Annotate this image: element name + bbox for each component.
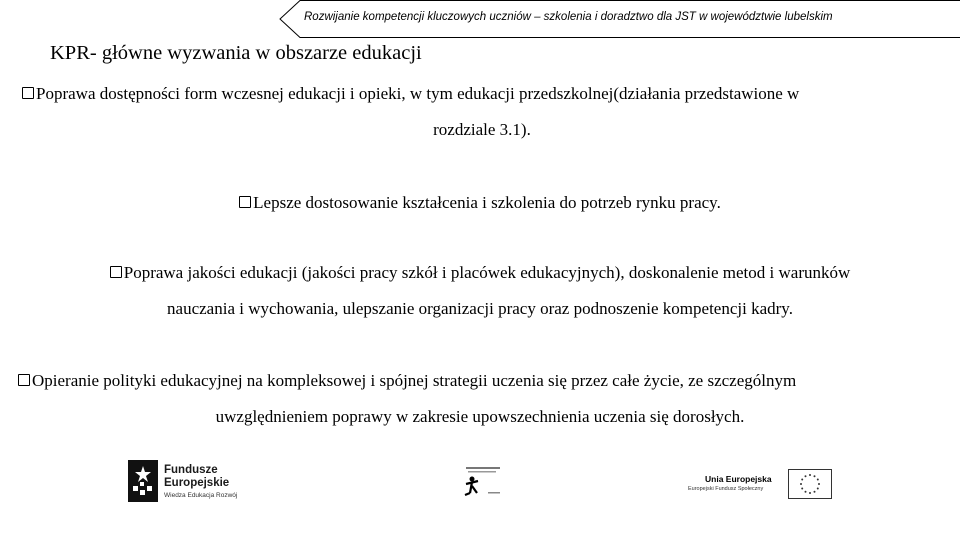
fe-star-mark-icon: [128, 460, 158, 502]
eu-star-icon: [805, 475, 807, 477]
bullet-4-line-1: [18, 363, 942, 399]
bullet-item-3: [30, 255, 930, 327]
eu-star-icon: [814, 491, 816, 493]
bullet-1-text-1: Poprawa dostępności form wczesnej edukacji i opieki, w tym edukacji przedszkolnej(działania przedstawione w: [36, 84, 800, 103]
eu-star-icon: [801, 488, 803, 490]
unia-europejska-logo: [688, 468, 834, 500]
eu-star-icon: [805, 491, 807, 493]
partner-figure-icon: [460, 464, 510, 498]
partner-logo: [460, 464, 510, 498]
slide-title: KPR- główne wyzwania w obszarze edukacji: [50, 42, 422, 64]
eu-star-icon: [809, 474, 811, 476]
checkbox-bullet-icon: [18, 374, 30, 386]
bullet-2-line-1: [0, 185, 960, 221]
banner-text: Rozwijanie kompetencji kluczowych uczniów – szkolenia i doradztwo dla JST w województwie lubelskim: [304, 11, 833, 23]
eu-star-icon: [818, 483, 820, 485]
eu-star-icon: [814, 475, 816, 477]
checkbox-bullet-icon: [22, 87, 34, 99]
checkbox-bullet-icon: [110, 266, 122, 278]
bullet-4-line-2: uwzględnieniem poprawy w zakresie upowszechnienia uczenia się dorosłych.: [215, 407, 745, 426]
bullet-3-line-1: [30, 255, 930, 291]
bullet-1-line-1: [22, 76, 942, 112]
eu-star-icon: [809, 492, 811, 494]
ue-logo-line-1: Unia Europejska: [705, 474, 772, 484]
eu-star-icon: [801, 479, 803, 481]
bullet-1-line-2: rozdziale 3.1).: [433, 120, 531, 139]
eu-star-icon: [817, 479, 819, 481]
bullet-4-text-1: Opieranie polityki edukacyjnej na kompleksowej i spójnej strategii uczenia się przez całe życie, ze szczególnym: [32, 371, 797, 390]
fe-logo-line-2: Europejskie: [164, 477, 230, 489]
bullet-item-1: [22, 76, 942, 148]
fundusze-europejskie-logo: [128, 460, 268, 504]
ue-logo-line-2: Europejski Fundusz Społeczny: [688, 486, 764, 492]
bullet-2-text-1: Lepsze dostosowanie kształcenia i szkolenia do potrzeb rynku pracy.: [253, 193, 721, 212]
bullet-3-text-1: Poprawa jakości edukacji (jakości pracy szkół i placówek edukacyjnych), doskonalenie metod i warunków: [123, 263, 851, 282]
fe-logo-line-3: Wiedza Edukacja Rozwój: [164, 492, 238, 499]
bullet-item-4: [18, 363, 942, 435]
bullet-3-line-2: nauczania i wychowania, ulepszanie organizacji pracy oraz podnoszenie kompetencji kadry.: [167, 299, 793, 318]
eu-star-icon: [817, 488, 819, 490]
fe-logo-line-1: Fundusze: [164, 464, 218, 476]
eu-flag-icon: [788, 469, 832, 499]
header-banner: [278, 0, 960, 38]
checkbox-bullet-icon: [239, 196, 251, 208]
eu-star-icon: [800, 483, 802, 485]
bullet-item-2: [0, 185, 960, 221]
